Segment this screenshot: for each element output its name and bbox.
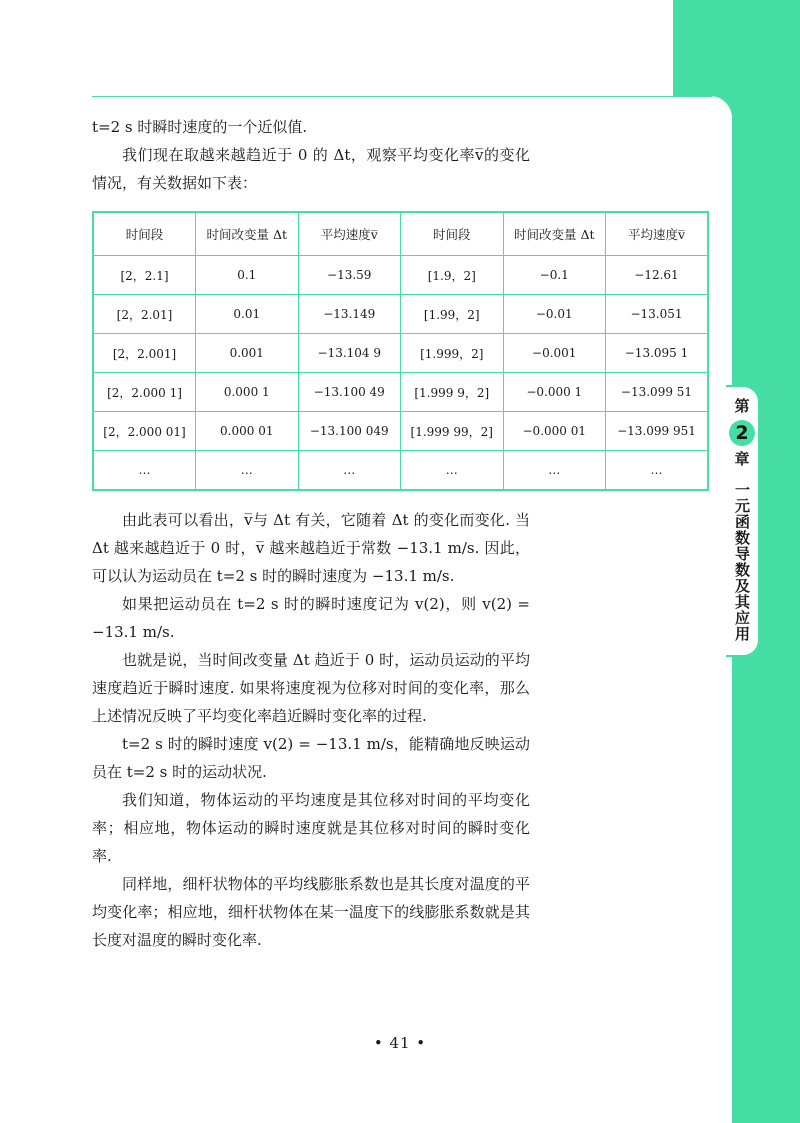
table-cell: −13.099 951 [606,412,709,451]
intro-text [92,113,530,197]
table-header-cell: 时间段 [93,212,196,256]
table-cell: −12.61 [606,256,709,295]
table-cell: 0.000 01 [196,412,299,451]
table-cell: … [93,451,196,491]
table-cell: −13.051 [606,295,709,334]
table-cell: … [298,451,401,491]
table-cell: … [503,451,606,491]
table-cell: −0.1 [503,256,606,295]
paragraph: 我们知道，物体运动的平均速度是其位移对时间的平均变化率；相应地，物体运动的瞬时速度就是其位移对时间的瞬时变化率. [92,791,530,865]
table-header-cell: 时间改变量 Δt [503,212,606,256]
paragraph: 也就是说，当时间改变量 Δt 趋近于 0 时，运动员运动的平均速度趋近于瞬时速度. 如果将速度视为位移对时间的变化率，那么上述情况反映了平均变化率趋近瞬时变化率的过程. [92,651,530,725]
intro-line-2: 我们现在取越来越趋近于 0 的 Δt，观察平均变化率v̅的变化情况，有关数据如下表： [92,146,530,192]
table-cell: [2，2.000 01] [93,412,196,451]
table-cell: [1.99，2] [401,295,504,334]
top-divider [92,96,712,97]
table-cell: 0.01 [196,295,299,334]
table-cell: −0.01 [503,295,606,334]
table-cell: [1.999，2] [401,334,504,373]
table-cell: … [606,451,709,491]
table-cell: −13.100 049 [298,412,401,451]
data-table [92,211,709,491]
table-header-cell: 平均速度v̅ [298,212,401,256]
paragraph: 同样地，细杆状物体的平均线膨胀系数也是其长度对温度的平均变化率；相应地，细杆状物体在某一温度下的线膨胀系数就是其长度对温度的瞬时变化率. [92,875,530,949]
table-cell: [2，2.000 1] [93,373,196,412]
table-cell: 0.1 [196,256,299,295]
table-row [93,373,708,412]
table-cell: [2，2.1] [93,256,196,295]
table-row [93,412,708,451]
table-cell: −13.095 1 [606,334,709,373]
table-header-cell: 平均速度v̅ [606,212,709,256]
table-cell: −0.000 01 [503,412,606,451]
body-text [92,506,530,954]
table-cell: … [401,451,504,491]
table-cell: … [196,451,299,491]
paragraph: 由此表可以看出，v̅与 Δt 有关，它随着 Δt 的变化而变化. 当 Δt 越来越趋近于 0 时，v̅ 越来越趋近于常数 −13.1 m/s. 因此，可以认为运动员在 t=2 s 时的瞬时速度为 −13.1 m/s. [92,511,530,585]
table-cell: [2，2.001] [93,334,196,373]
chapter-suffix: 章 [734,450,750,468]
chapter-prefix: 第 [734,397,750,415]
paragraph: 如果把运动员在 t=2 s 时的瞬时速度记为 v(2)，则 v(2) = −13.1 m/s. [92,595,530,641]
table-cell: −13.149 [298,295,401,334]
table-cell: −0.000 1 [503,373,606,412]
table-row [93,256,708,295]
table-cell: 0.001 [196,334,299,373]
table-cell: [1.999 9，2] [401,373,504,412]
table-header-row [93,212,708,256]
table-cell: [2，2.01] [93,295,196,334]
paragraph: t=2 s 时的瞬时速度 v(2) = −13.1 m/s，能精确地反映运动员在 t=2 s 时的运动状况. [92,735,530,781]
table-row [93,451,708,491]
table-cell: −13.104 9 [298,334,401,373]
intro-line-1: t=2 s 时瞬时速度的一个近似值. [92,118,308,136]
table-row [93,334,708,373]
table-row [93,295,708,334]
chapter-number-badge: 2 [729,420,755,446]
table-cell: [1.999 99，2] [401,412,504,451]
chapter-tab [726,385,760,657]
table-cell: −13.099 51 [606,373,709,412]
table-cell: [1.9，2] [401,256,504,295]
table-cell: −13.100 49 [298,373,401,412]
table-cell: −0.001 [503,334,606,373]
table-header-cell: 时间改变量 Δt [196,212,299,256]
table-header-cell: 时间段 [401,212,504,256]
chapter-title: 一元函数导数及其应用 [733,482,751,642]
table-cell: −13.59 [298,256,401,295]
page-number: • 41 • [373,1034,427,1052]
table-cell: 0.000 1 [196,373,299,412]
